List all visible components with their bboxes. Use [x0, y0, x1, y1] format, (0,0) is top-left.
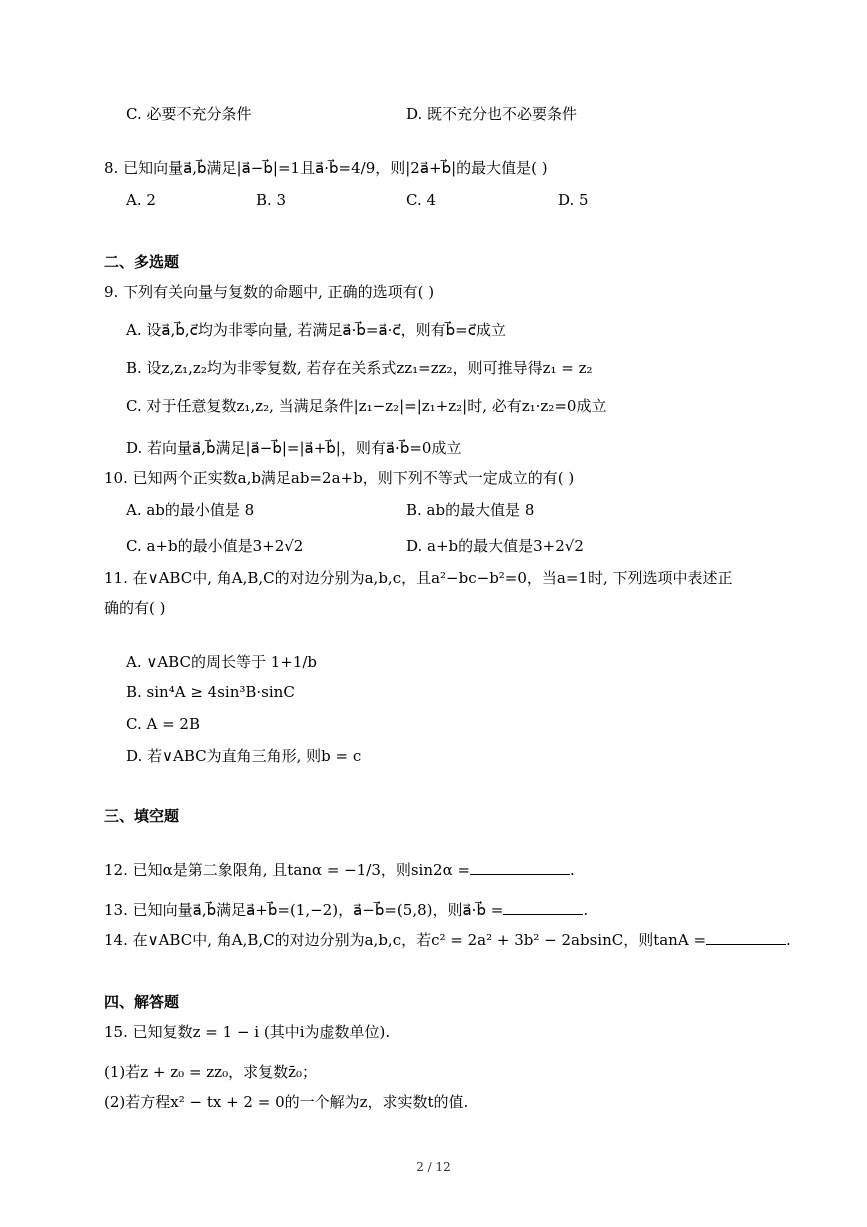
q15-part1: (1)若z + z₀ = zz₀，求复数z̄₀； [104, 1063, 318, 1081]
q13-stem: 13. 已知向量a⃗,b⃗满足a⃗+b⃗=(1,−2)，a⃗−b⃗=(5,8)，则a⃗·b⃗ = [104, 901, 504, 919]
q11-stem-line1: 11. 在∨ABC中, 角A,B,C的对边分别为a,b,c，且a²−bc−b²=0，当a=1时, 下列选项中表述正 [104, 569, 733, 587]
q7-option-d: D. 既不充分也不必要条件 [406, 105, 578, 123]
q11-option-d: D. 若∨ABC为直角三角形, 则b = c [126, 747, 362, 765]
q9-option-d: D. 若向量a⃗,b⃗满足|a⃗−b⃗|=|a⃗+b⃗|，则有a⃗·b⃗=0成立 [126, 439, 462, 457]
q7-option-c: C. 必要不充分条件 [126, 105, 252, 123]
q10-option-d: D. a+b的最大值是3+2√2 [406, 537, 584, 555]
q8-option-c: C. 4 [406, 191, 437, 209]
page-number: 2 / 12 [416, 1160, 451, 1174]
q11-option-a: A. ∨ABC的周长等于 1+1/b [126, 653, 318, 671]
q10-option-b: B. ab的最大值是 8 [406, 501, 535, 519]
q9-option-c: C. 对于任意复数z₁,z₂, 当满足条件|z₁−z₂|=|z₁+z₂|时, 必有z₁·z₂=0成立 [126, 397, 607, 415]
q14-stem: 14. 在∨ABC中, 角A,B,C的对边分别为a,b,c，若c² = 2a² + 3b² − 2absinC，则tanA = [104, 931, 707, 949]
q11-option-c: C. A = 2B [126, 715, 200, 733]
q9-option-b: B. 设z,z₁,z₂均为非零复数, 若存在关系式zz₁=zz₂，则可推导得z₁ = z₂ [126, 359, 593, 377]
q10-stem: 10. 已知两个正实数a,b满足ab=2a+b，则下列不等式一定成立的有( ) [104, 469, 575, 487]
q9-stem: 9. 下列有关向量与复数的命题中, 正确的选项有( ) [104, 283, 435, 301]
q12-stem: 12. 已知α是第二象限角, 且tanα = −1/3，则sin2α = [104, 861, 471, 879]
q15-part2: (2)若方程x² − tx + 2 = 0的一个解为z，求实数t的值. [104, 1093, 469, 1111]
q10-option-c: C. a+b的最小值是3+2√2 [126, 537, 304, 555]
q14-answer-blank[interactable] [706, 930, 786, 945]
section-multi-choice-title: 二、多选题 [104, 253, 180, 271]
q12-answer-blank[interactable] [470, 860, 570, 875]
q11-stem-line2: 确的有( ) [104, 599, 166, 617]
q9-option-a: A. 设a⃗,b⃗,c⃗均为非零向量, 若满足a⃗·b⃗=a⃗·c⃗，则有b⃗=c⃗成立 [126, 321, 506, 339]
section-answer-title: 四、解答题 [104, 993, 180, 1011]
q13-text: 13. 已知向量a⃗,b⃗满足a⃗+b⃗=(1,−2)，a⃗−b⃗=(5,8)，则a⃗·b⃗ = . [104, 901, 589, 919]
q15-stem: 15. 已知复数z = 1 − i (其中i为虚数单位). [104, 1023, 391, 1041]
q12-text: 12. 已知α是第二象限角, 且tanα = −1/3，则sin2α = . [104, 861, 575, 879]
section-fill-blank-title: 三、填空题 [104, 807, 180, 825]
q8-option-d: D. 5 [558, 191, 589, 209]
q10-option-a: A. ab的最小值是 8 [126, 501, 255, 519]
q11-option-b: B. sin⁴A ≥ 4sin³B·sinC [126, 683, 295, 701]
q8-stem: 8. 已知向量a⃗,b⃗满足|a⃗−b⃗|=1且a⃗·b⃗=4/9，则|2a⃗+b⃗|的最大值是( ) [104, 159, 548, 177]
q8-option-a: A. 2 [126, 191, 156, 209]
q8-option-b: B. 3 [256, 191, 287, 209]
q13-answer-blank[interactable] [503, 900, 583, 915]
q14-text: 14. 在∨ABC中, 角A,B,C的对边分别为a,b,c，若c² = 2a² + 3b² − 2absinC，则tanA = . [104, 931, 791, 949]
